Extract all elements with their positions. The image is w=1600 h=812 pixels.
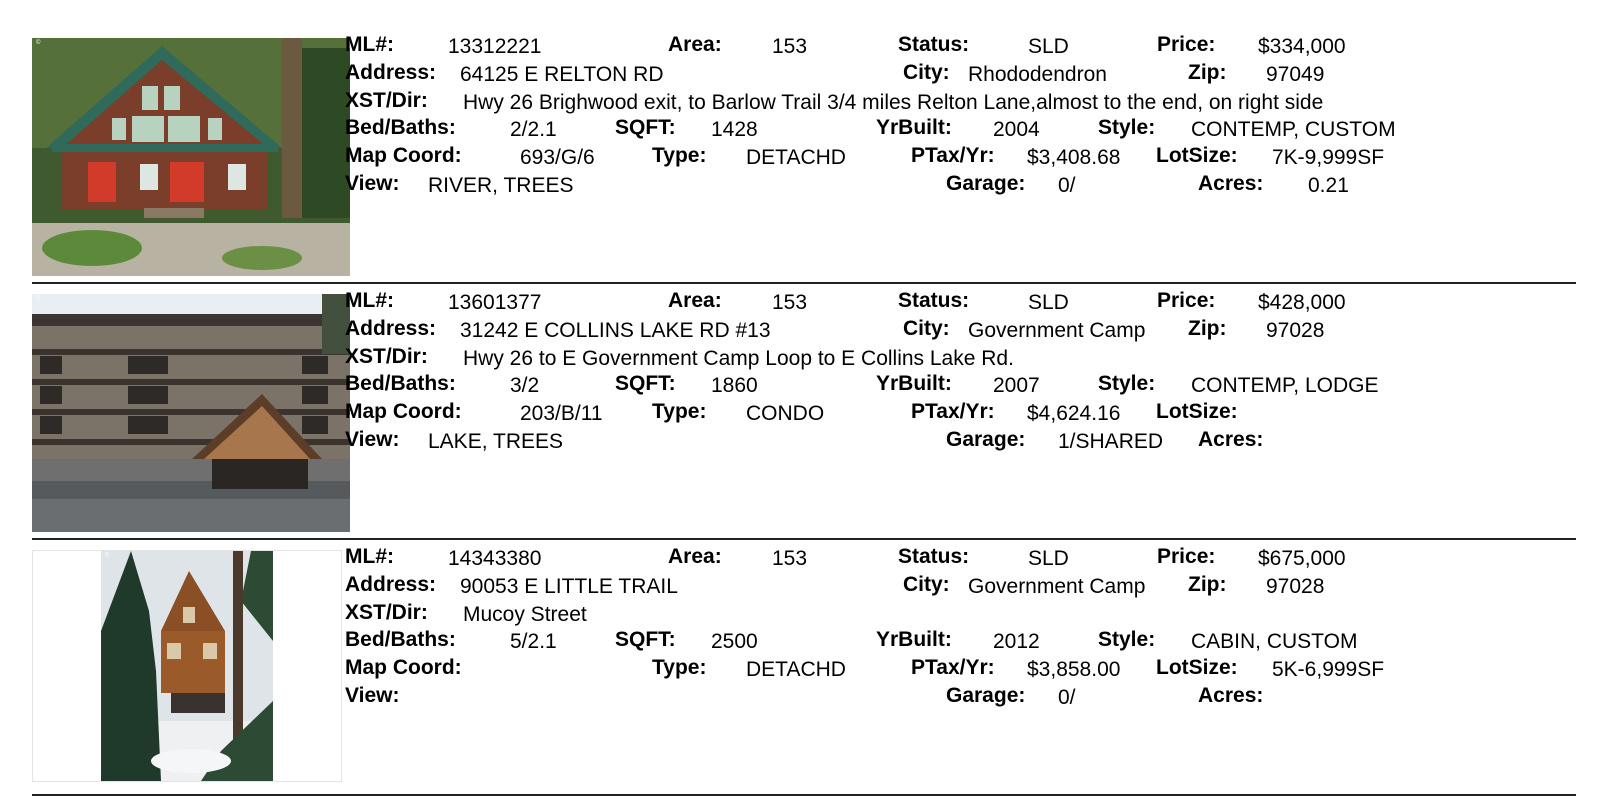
- address-label: Address:: [345, 573, 437, 596]
- garage-value: 0/: [1058, 174, 1076, 197]
- yrbuilt-label: YrBuilt:: [876, 372, 952, 395]
- zip-label: Zip:: [1188, 317, 1227, 340]
- address-label: Address:: [345, 61, 437, 84]
- yrbuilt-value: 2007: [993, 374, 1040, 397]
- xst-label: XST/Dir:: [345, 601, 428, 624]
- lot-value: 5K-6,999SF: [1272, 658, 1385, 681]
- sqft-label: SQFT:: [615, 372, 676, 395]
- type-label: Type:: [652, 656, 707, 679]
- sqft-label: SQFT:: [615, 628, 676, 651]
- city-label: City:: [903, 61, 950, 84]
- type-value: DETACHD: [746, 658, 846, 681]
- ptax-value: $3,858.00: [1027, 658, 1121, 681]
- status-label: Status:: [898, 33, 970, 56]
- price-value: $334,000: [1258, 35, 1346, 58]
- ml-label: ML#:: [345, 289, 394, 312]
- property-photo[interactable]: [32, 38, 350, 276]
- ml-value: 13601377: [448, 291, 542, 314]
- ptax-label: PTax/Yr:: [911, 144, 995, 167]
- city-value: Government Camp: [968, 575, 1146, 598]
- ptax-value: $3,408.68: [1027, 146, 1121, 169]
- zip-label: Zip:: [1188, 61, 1227, 84]
- property-photo[interactable]: [32, 294, 350, 532]
- view-label: View:: [345, 428, 400, 451]
- ml-label: ML#:: [345, 33, 394, 56]
- view-label: View:: [345, 684, 400, 707]
- yrbuilt-value: 2012: [993, 630, 1040, 653]
- garage-value: 0/: [1058, 686, 1076, 709]
- area-value: 153: [772, 547, 808, 570]
- map-label: Map Coord:: [345, 656, 462, 679]
- xst-value: Mucoy Street: [463, 603, 587, 626]
- xst-label: XST/Dir:: [345, 345, 428, 368]
- area-label: Area:: [668, 33, 722, 56]
- acres-label: Acres:: [1198, 684, 1264, 707]
- area-value: 153: [772, 35, 808, 58]
- style-label: Style:: [1098, 372, 1156, 395]
- price-value: $428,000: [1258, 291, 1346, 314]
- ml-value: 14343380: [448, 547, 542, 570]
- yrbuilt-label: YrBuilt:: [876, 116, 952, 139]
- photo-watermark: ©: [105, 553, 110, 559]
- status-value: SLD: [1028, 35, 1069, 58]
- xst-value: Hwy 26 Brighwood exit, to Barlow Trail 3/4 miles Relton Lane,almost to the end, on right side: [463, 91, 1324, 114]
- sqft-value: 1428: [711, 118, 758, 141]
- view-label: View:: [345, 172, 400, 195]
- area-label: Area:: [668, 289, 722, 312]
- xst-label: XST/Dir:: [345, 89, 428, 112]
- photo-watermark: ©: [36, 296, 41, 302]
- zip-value: 97028: [1266, 575, 1325, 598]
- zip-value: 97049: [1266, 63, 1325, 86]
- garage-label: Garage:: [946, 428, 1026, 451]
- sqft-label: SQFT:: [615, 116, 676, 139]
- style-label: Style:: [1098, 628, 1156, 651]
- garage-label: Garage:: [946, 172, 1026, 195]
- sqft-value: 1860: [711, 374, 758, 397]
- listing-card: [0, 545, 1600, 800]
- ml-label: ML#:: [345, 545, 394, 568]
- city-label: City:: [903, 573, 950, 596]
- bed-value: 2/2.1: [510, 118, 557, 141]
- address-value: 64125 E RELTON RD: [460, 63, 664, 86]
- garage-label: Garage:: [946, 684, 1026, 707]
- sqft-value: 2500: [711, 630, 758, 653]
- listing-divider: [32, 282, 1576, 284]
- bed-label: Bed/Baths:: [345, 116, 456, 139]
- status-value: SLD: [1028, 291, 1069, 314]
- acres-label: Acres:: [1198, 428, 1264, 451]
- bed-label: Bed/Baths:: [345, 372, 456, 395]
- map-label: Map Coord:: [345, 144, 462, 167]
- acres-label: Acres:: [1198, 172, 1264, 195]
- status-label: Status:: [898, 289, 970, 312]
- lot-label: LotSize:: [1156, 656, 1238, 679]
- map-value: 203/B/11: [520, 402, 603, 425]
- area-label: Area:: [668, 545, 722, 568]
- status-value: SLD: [1028, 547, 1069, 570]
- photo-watermark: ©: [36, 40, 41, 46]
- price-label: Price:: [1157, 545, 1216, 568]
- map-value: 693/G/6: [520, 146, 595, 169]
- bed-label: Bed/Baths:: [345, 628, 456, 651]
- type-value: CONDO: [746, 402, 825, 425]
- zip-label: Zip:: [1188, 573, 1227, 596]
- lot-value: 7K-9,999SF: [1272, 146, 1385, 169]
- view-value: LAKE, TREES: [428, 430, 564, 453]
- bed-value: 3/2: [510, 374, 540, 397]
- ptax-value: $4,624.16: [1027, 402, 1121, 425]
- listing-divider: [32, 538, 1576, 540]
- area-value: 153: [772, 291, 808, 314]
- style-value: CABIN, CUSTOM: [1191, 630, 1358, 653]
- acres-value: 0.21: [1308, 174, 1349, 197]
- view-value: RIVER, TREES: [428, 174, 574, 197]
- garage-value: 1/SHARED: [1058, 430, 1164, 453]
- xst-value: Hwy 26 to E Government Camp Loop to E Collins Lake Rd.: [463, 347, 1014, 370]
- yrbuilt-value: 2004: [993, 118, 1040, 141]
- address-value: 31242 E COLLINS LAKE RD #13: [460, 319, 771, 342]
- address-value: 90053 E LITTLE TRAIL: [460, 575, 678, 598]
- type-value: DETACHD: [746, 146, 846, 169]
- ptax-label: PTax/Yr:: [911, 400, 995, 423]
- property-photo[interactable]: [32, 550, 342, 782]
- price-label: Price:: [1157, 33, 1216, 56]
- bed-value: 5/2.1: [510, 630, 557, 653]
- yrbuilt-label: YrBuilt:: [876, 628, 952, 651]
- city-value: Rhododendron: [968, 63, 1107, 86]
- style-value: CONTEMP, CUSTOM: [1191, 118, 1396, 141]
- status-label: Status:: [898, 545, 970, 568]
- city-value: Government Camp: [968, 319, 1146, 342]
- ml-value: 13312221: [448, 35, 542, 58]
- lot-label: LotSize:: [1156, 144, 1238, 167]
- city-label: City:: [903, 317, 950, 340]
- price-label: Price:: [1157, 289, 1216, 312]
- lot-label: LotSize:: [1156, 400, 1238, 423]
- map-label: Map Coord:: [345, 400, 462, 423]
- type-label: Type:: [652, 400, 707, 423]
- style-label: Style:: [1098, 116, 1156, 139]
- style-value: CONTEMP, LODGE: [1191, 374, 1379, 397]
- listing-card: [0, 33, 1600, 288]
- zip-value: 97028: [1266, 319, 1325, 342]
- ptax-label: PTax/Yr:: [911, 656, 995, 679]
- type-label: Type:: [652, 144, 707, 167]
- listing-divider: [32, 794, 1576, 796]
- listing-card: [0, 289, 1600, 544]
- address-label: Address:: [345, 317, 437, 340]
- price-value: $675,000: [1258, 547, 1346, 570]
